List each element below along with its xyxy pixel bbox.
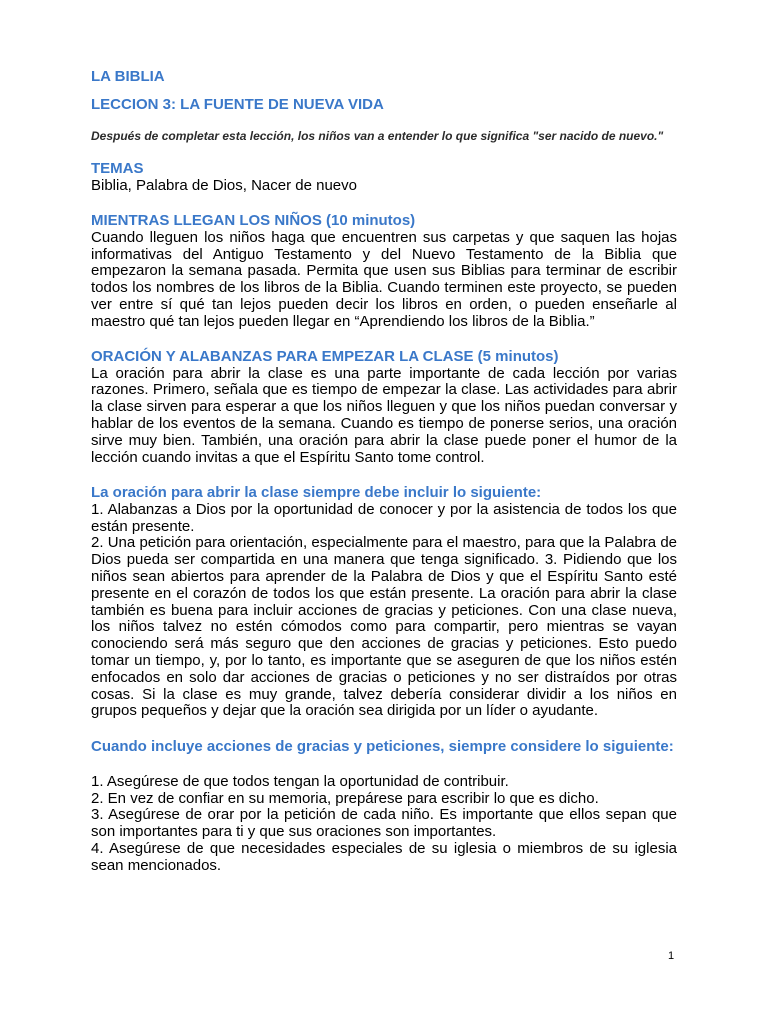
list-item: 2. En vez de confiar en su memoria, prepárese para escribir lo que es dicho. [91,789,599,807]
opening-prayer-heading: La oración para abrir la clase siempre debe incluir lo siguiente: [91,484,542,502]
arrival-heading: MIENTRAS LLEGAN LOS NIÑOS (10 minutos) [91,211,416,229]
opening-prayer-item-1: 1. Alabanzas a Dios por la oportunidad de conocer y por la asistencia de todos los que están presente. [91,500,677,535]
arrival-text: Cuando lleguen los niños haga que encuentren sus carpetas y que saquen las hojas informativas del Antiguo Testamento y del Nuevo Testamento de la Biblia que empezaron la semana pasada. Permita que usen sus Biblias para terminar de escribir todos los nombres de los libros de la Biblia. Cuando terminen este proyecto, se pueden ver entre sí qué tan lejos pueden decir los libros en orden, o pueden enseñarle al maestro qué tan lejos pueden llegar en “Aprendiendo los libros de la Biblia.” [91,228,677,330]
document-title: LA BIBLIA [91,68,165,85]
document-content [91,66,677,875]
lesson-objective: Después de completar esta lección, los niños van a entender lo que significa "ser nacido de nuevo." [91,129,664,143]
list-item: 4. Asegúrese de que necesidades especiales de su iglesia o miembros de su iglesia sean mencionados. [91,839,677,874]
list-item: 3. Asegúrese de orar por la petición de cada niño. Es importante que ellos sepan que son importantes para ti y que sus oraciones son importantes. [91,806,677,841]
thanks-list [91,774,677,875]
prayer-heading: ORACIÓN Y ALABANZAS PARA EMPEZAR LA CLASE (5 minutos) [91,347,559,365]
topics-text: Biblia, Palabra de Dios, Nacer de nuevo [91,177,357,194]
list-item: 1. Asegúrese de que todos tengan la oportunidad de contribuir. [91,772,509,790]
opening-prayer-item-2: 2. Una petición para orientación, especialmente para el maestro, para que la Palabra de Dios pueda ser compartida en una manera que tenga significado. 3. Pidiendo que los niños sean abiertos para aprender de la Palabra de Dios y que el Espíritu Santo esté presente en el corazón de todos los que están presente. La oración para abrir la clase también es buena para incluir acciones de gracias y peticiones. Con una clase nueva, los niños talvez no estén cómodos como para compartir, pero mientras se vayan conociendo será más seguro que den acciones de gracias y peticiones. Esto puedo tomar un tiempo, y, por lo tanto, es importante que se aseguren de que los niños estén enfocados en solo dar acciones de gracias o peticiones y no ser distraídos por otras cosas. Si la clase es muy grande, talvez debería considerar dividir a los niños en grupos pequeños y dejar que la oración sea dirigida por un líder o ayudante. [91,534,677,720]
thanks-heading: Cuando incluye acciones de gracias y peticiones, siempre considere lo siguiente: [91,738,674,756]
prayer-text: La oración para abrir la clase es una parte importante de cada lección por varias razones. Primero, señala que es tiempo de empezar la clase. Las actividades para abrir la clase sirven para esperar a que los niños lleguen y que los niños puedan conversar y hablar de los eventos de la semana. Cuando es tiempo de ponerse serios, una oración sirve muy bien. También, una oración para abrir la clase puede poner el humor de la lección cuando invitas a que el Espíritu Santo tome control. [91,364,677,466]
page-number: 1 [668,950,675,962]
topics-heading: TEMAS [91,160,144,177]
lesson-title: LECCION 3: LA FUENTE DE NUEVA VIDA [91,96,384,113]
